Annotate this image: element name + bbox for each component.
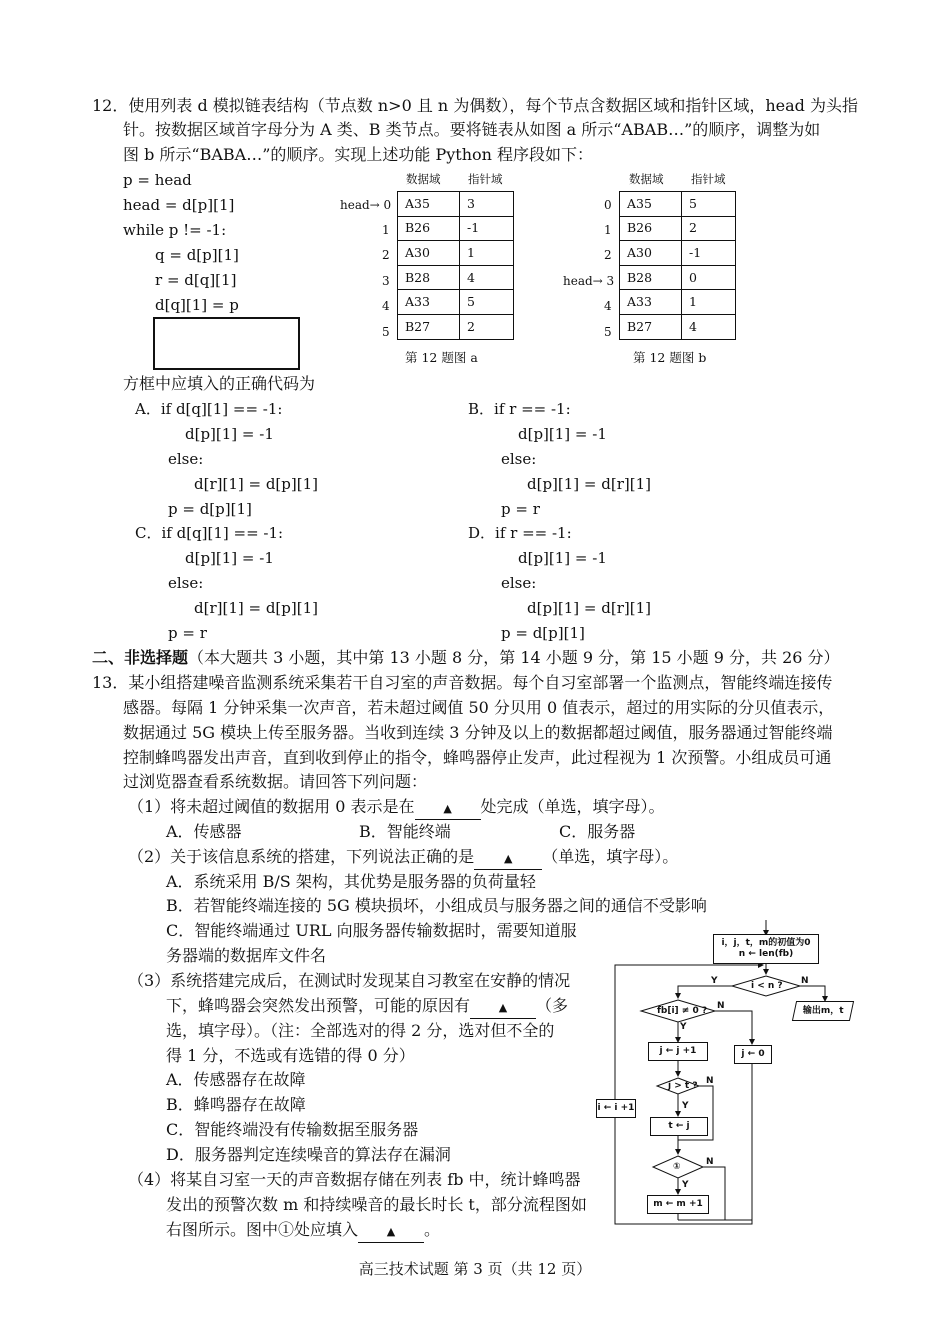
flowchart-output <box>792 1001 854 1021</box>
code-line: while p != -1: <box>123 221 227 239</box>
blank-marker: ▲ <box>386 1225 396 1238</box>
row-index: 0 <box>604 198 612 212</box>
flowchart-lines <box>585 918 885 1238</box>
part2-option-b: B．若智能终端连接的 5G 模块损坏，小组成员与服务器之间的通信不受影响 <box>166 896 707 915</box>
output-text: 输出m，t <box>802 1005 844 1016</box>
answer-blank[interactable] <box>474 847 542 870</box>
t-set-text: t ← j <box>668 1121 690 1131</box>
q13-intro-line: 过浏览器查看系统数据。请回答下列问题： <box>123 772 428 791</box>
row-index: 2 <box>604 248 612 262</box>
flowchart-i-increment <box>596 1099 636 1118</box>
option-c-line: d[r][1] = d[p][1] <box>194 599 318 617</box>
option-a-line: p = d[p][1] <box>168 500 252 518</box>
row-index: 1 <box>382 223 390 237</box>
pointer-cell: 4 <box>460 265 514 290</box>
part1-text: （1）将未超过阈值的数据用 0 表示是在 <box>128 797 415 816</box>
flowchart-j-increment <box>648 1042 708 1061</box>
table-row <box>398 265 514 290</box>
pointer-cell: 1 <box>682 290 736 315</box>
table-row <box>620 265 736 290</box>
linked-list-table-b <box>619 191 736 340</box>
option-d-line: p = d[p][1] <box>501 624 585 642</box>
option-c-line: d[p][1] = -1 <box>185 549 274 567</box>
q13-intro-line: 13．某小组搭建噪音监测系统采集若干自习室的声音数据。每个自习室部署一个监测点，智能终端连接传 <box>92 673 833 692</box>
code-line: q = d[p][1] <box>155 246 239 264</box>
m-inc-text: m ← m +1 <box>653 1199 703 1209</box>
data-cell: B28 <box>620 265 682 290</box>
data-cell: A30 <box>620 241 682 266</box>
col-header-pointer: 指针域 <box>468 172 503 186</box>
option-c: C．if d[q][1] == -1: <box>135 524 284 542</box>
option-d-line: d[p][1] = d[r][1] <box>527 599 651 617</box>
table-row <box>398 314 514 339</box>
option-a-line: d[r][1] = d[p][1] <box>194 475 318 493</box>
q13-part3 <box>166 996 568 1019</box>
branch-yes: Y <box>682 1101 689 1111</box>
part3-option-c: C．智能终端没有传输数据至服务器 <box>166 1120 419 1139</box>
part2-option-c-cont: 务器端的数据库文件名 <box>166 946 327 965</box>
option-c-line: else: <box>168 574 204 592</box>
q12-intro-line-2: 针。按数据区域首字母分为 A 类、B 类节点。要将链表从如图 a 所示“ABAB…”的顺序，调整为如 <box>123 120 821 139</box>
section-title: 二、非选择题 <box>92 648 189 667</box>
answer-box <box>153 317 300 370</box>
flowchart-cond-blank: ① <box>673 1162 681 1172</box>
init-line: n ← len(fb) <box>738 949 794 959</box>
pointer-cell: -1 <box>460 216 514 241</box>
table-row <box>620 314 736 339</box>
option-d-line: d[p][1] = -1 <box>518 549 607 567</box>
option-d-line: else: <box>501 574 537 592</box>
data-cell: B26 <box>398 216 460 241</box>
part3-option-d: D．服务器判定连续噪音的算法存在漏洞 <box>166 1145 451 1164</box>
pointer-cell: 5 <box>682 192 736 217</box>
option-a-line: d[p][1] = -1 <box>185 425 274 443</box>
q13-intro-line: 数据通过 5G 模块上传至服务器。当收到连续 3 分钟及以上的数据都超过阈值，服务器通过智能终端 <box>123 723 833 742</box>
col-header-pointer: 指针域 <box>691 172 726 186</box>
blank-marker: ▲ <box>443 802 452 815</box>
col-header-data: 数据域 <box>406 172 441 186</box>
flowchart-t-set <box>650 1117 708 1136</box>
data-cell: A33 <box>398 290 460 315</box>
branch-no: N <box>706 1157 714 1167</box>
figure-b-caption: 第 12 题图 b <box>633 350 707 365</box>
option-d: D．if r == -1: <box>468 524 572 542</box>
table-row <box>620 192 736 217</box>
branch-no: N <box>706 1076 714 1086</box>
branch-yes: Y <box>680 1022 687 1032</box>
part3-text: 下，蜂鸣器会突然发出预警，可能的原因有 <box>166 996 471 1015</box>
pointer-cell: 3 <box>460 192 514 217</box>
blank-marker: ▲ <box>498 1001 508 1014</box>
option-c-line: p = r <box>168 624 207 642</box>
part4-text-end: 。 <box>424 1220 441 1239</box>
part3-option-b: B．蜂鸣器存在故障 <box>166 1095 306 1114</box>
q13-part4 <box>166 1220 440 1243</box>
section-heading <box>92 648 840 668</box>
option-b-line: p = r <box>501 500 540 518</box>
table-row <box>620 216 736 241</box>
section-note: （本大题共 3 小题，其中第 13 小题 8 分，第 14 小题 9 分，第 15 小题 9 分，共 26 分） <box>188 648 840 667</box>
part2-option-c: C．智能终端通过 URL 向服务器传输数据时，需要知道服 <box>166 921 577 940</box>
q12-intro-line-1: 12．使用列表 d 模拟链表结构（节点数 n>0 且 n 为偶数），每个节点含数据区域和指针区域，head 为头指 <box>92 96 858 115</box>
row-index: 4 <box>604 299 612 313</box>
linked-list-table-a <box>397 191 514 340</box>
branch-yes: Y <box>711 976 718 986</box>
page-footer: 高三技术试题 第 3 页（共 12 页） <box>358 1260 592 1278</box>
pointer-cell: 2 <box>682 216 736 241</box>
part2-option-a: A．系统采用 B/S 架构，其优势是服务器的负荷量轻 <box>166 872 536 891</box>
row-index: 3 <box>382 274 390 288</box>
data-cell: B26 <box>620 216 682 241</box>
head-pointer-label: head→ 3 <box>563 274 615 288</box>
table-row <box>620 290 736 315</box>
row-index: 5 <box>604 325 612 339</box>
branch-no: N <box>801 976 809 986</box>
code-line: d[q][1] = p <box>155 296 239 314</box>
q12-question: 方框中应填入的正确代码为 <box>123 374 316 393</box>
data-cell: B27 <box>620 314 682 339</box>
head-pointer-label: head→ 0 <box>340 198 392 212</box>
data-cell: B28 <box>398 265 460 290</box>
branch-yes: Y <box>682 1180 689 1190</box>
j-inc-text: j ← j +1 <box>659 1046 697 1056</box>
table-row <box>620 241 736 266</box>
blank-marker: ▲ <box>503 852 513 865</box>
flowchart-cond-j-gt-t: j > t ? <box>668 1081 698 1091</box>
data-cell: A35 <box>398 192 460 217</box>
code-line: p = head <box>123 171 192 189</box>
flowchart-cond-i-lt-n: i < n ? <box>751 981 783 991</box>
part1-text-end: 处完成（单选，填字母）。 <box>480 797 665 816</box>
option-b-line: d[p][1] = -1 <box>518 425 607 443</box>
q13-part2 <box>128 847 678 870</box>
part1-option-b: B．智能终端 <box>359 822 451 841</box>
part1-option-a: A．传感器 <box>166 822 242 841</box>
part4-line: 发出的预警次数 m 和持续噪音的最长时长 t，部分流程图如 <box>166 1195 587 1214</box>
q13-intro-line: 控制蜂鸣器发出声音，直到收到停止的指令，蜂鸣器停止发声，此过程视为 1 次预警。小组成员可通 <box>123 748 832 767</box>
part3-option-a: A．传感器存在故障 <box>166 1070 306 1089</box>
part4-text: 右图所示。图中①处应填入 <box>166 1220 359 1239</box>
part4-line: （4）将某自习室一天的声音数据存储在列表 fb 中，统计蜂鸣器 <box>128 1170 581 1189</box>
q13-part1 <box>128 797 665 820</box>
row-index: 2 <box>382 248 390 262</box>
q13-intro-line: 感器。每隔 1 分钟采集一次声音，若未超过阈值 50 分贝用 0 值表示，超过的用实际的分贝值表示， <box>123 698 835 717</box>
option-b: B．if r == -1: <box>468 400 571 418</box>
pointer-cell: 1 <box>460 241 514 266</box>
data-cell: A30 <box>398 241 460 266</box>
init-line: i，j，t，m的初值为0 <box>721 938 811 948</box>
flowchart-cond-fb: fb[i] ≠ 0 ? <box>657 1006 708 1016</box>
q12-intro-line-3: 图 b 所示“BABA…”的顺序。实现上述功能 Python 程序段如下： <box>123 145 594 164</box>
code-line: head = d[p][1] <box>123 196 235 214</box>
part3-line: （3）系统搭建完成后，在测试时发现某自习教室在安静的情况 <box>128 971 571 990</box>
code-line: r = d[q][1] <box>155 271 237 289</box>
branch-no: N <box>717 1001 725 1011</box>
flowchart-m-increment <box>647 1195 709 1214</box>
table-row <box>398 192 514 217</box>
figure-a-caption: 第 12 题图 a <box>405 350 478 365</box>
part3-line: 得 1 分，不选或有选错的得 0 分） <box>166 1046 415 1065</box>
row-index: 4 <box>382 299 390 313</box>
flowchart-init-box <box>713 934 819 964</box>
part2-text-end: （单选，填字母）。 <box>542 847 679 866</box>
part2-text: （2）关于该信息系统的搭建，下列说法正确的是 <box>128 847 475 866</box>
row-index: 5 <box>382 325 390 339</box>
part3-line: 选，填字母）。（注：全部选对的得 2 分，选对但不全的 <box>166 1021 555 1040</box>
answer-blank[interactable] <box>358 1220 424 1243</box>
answer-blank[interactable] <box>470 996 536 1019</box>
table-row <box>398 241 514 266</box>
pointer-cell: 5 <box>460 290 514 315</box>
part1-option-c: C．服务器 <box>559 822 636 841</box>
data-cell: A33 <box>620 290 682 315</box>
data-cell: A35 <box>620 192 682 217</box>
pointer-cell: -1 <box>682 241 736 266</box>
i-inc-text: i ← i +1 <box>597 1103 635 1113</box>
option-b-line: d[p][1] = d[r][1] <box>527 475 651 493</box>
part3-text-end: （多 <box>536 996 569 1015</box>
pointer-cell: 2 <box>460 314 514 339</box>
option-b-line: else: <box>501 450 537 468</box>
pointer-cell: 4 <box>682 314 736 339</box>
answer-blank[interactable] <box>415 797 481 820</box>
pointer-cell: 0 <box>682 265 736 290</box>
option-a: A．if d[q][1] == -1: <box>135 400 283 418</box>
option-a-line: else: <box>168 450 204 468</box>
row-index: 1 <box>604 223 612 237</box>
col-header-data: 数据域 <box>629 172 664 186</box>
table-row <box>398 290 514 315</box>
flowchart-j-reset <box>734 1045 772 1064</box>
j-reset-text: j ← 0 <box>741 1049 765 1059</box>
table-row <box>398 216 514 241</box>
data-cell: B27 <box>398 314 460 339</box>
